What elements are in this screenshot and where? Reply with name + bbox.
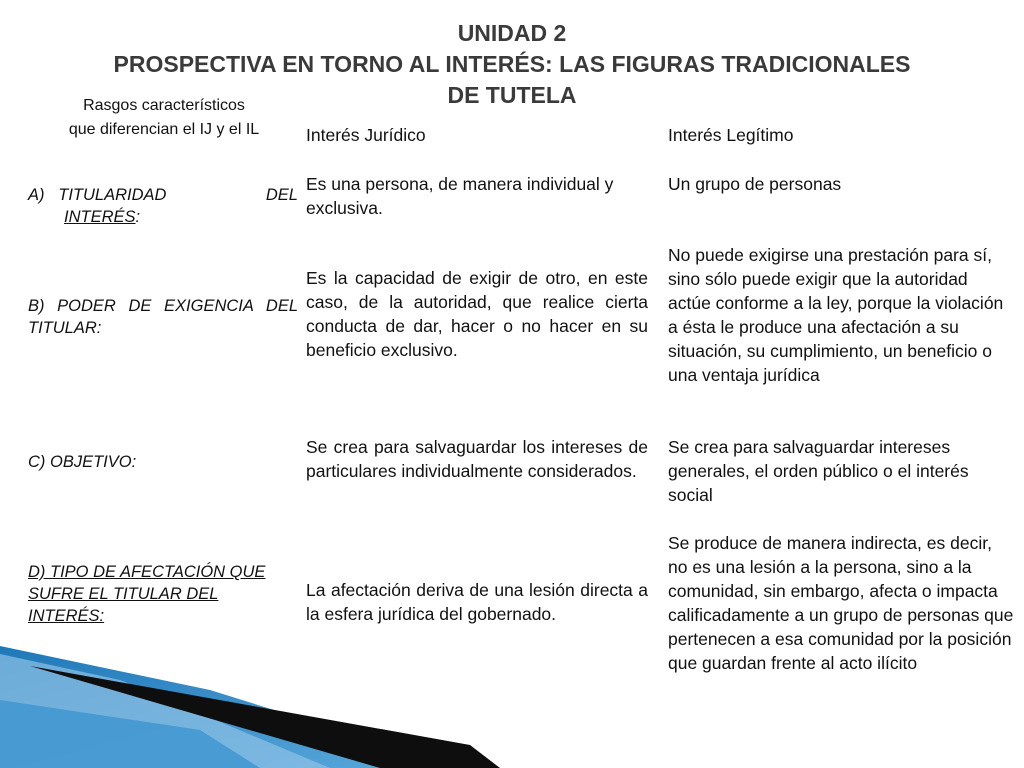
row-label-underlined: INTERÉS	[64, 208, 136, 226]
column-header-interes-legitimo: Interés Legítimo	[668, 125, 794, 145]
cell-ij-objetivo: Se crea para salvaguardar los intereses de particulares individualmente considerados.	[306, 437, 648, 481]
row-label-titularidad	[28, 184, 298, 228]
row-label-tipo-afectacion: D) TIPO DE AFECTACIÓN QUE SUFRE EL TITULAR DEL INTERÉS:	[28, 563, 266, 625]
title-line-3: DE TUTELA	[447, 82, 577, 108]
title-line-2: PROSPECTIVA EN TORNO AL INTERÉS: LAS FIGURAS TRADICIONALES	[113, 51, 911, 77]
cell-il-poder-exigencia: No puede exigirse una prestación para sí, sino sólo puede exigir que la autoridad actúe conforme a la ley, porque la violación a ésta le produce una afectación a su situación, su cumplimiento, un beneficio o una ventaja jurídica	[668, 245, 1004, 385]
row-label-word: TITULARIDAD	[58, 186, 167, 204]
cell-ij-tipo-afectacion: La afectación deriva de una lesión directa a la esfera jurídica del gobernado.	[306, 580, 648, 624]
title-line-1: UNIDAD 2	[457, 20, 567, 46]
cell-ij-titularidad: Es una persona, de manera individual y exclusiva.	[306, 174, 614, 218]
row-label-objetivo: C) OBJETIVO:	[28, 453, 137, 471]
corner-line-1: Rasgos característicos	[83, 97, 245, 114]
cell-il-titularidad: Un grupo de personas	[668, 174, 842, 194]
table-corner-header	[40, 94, 288, 142]
row-label-prefix: A)	[28, 186, 45, 204]
row-label-poder-exigencia: B) PODER DE EXIGENCIA DEL TITULAR:	[28, 297, 298, 337]
cell-ij-poder-exigencia: Es la capacidad de exigir de otro, en este caso, de la autoridad, que realice cierta conducta de dar, hacer o no hacer en su beneficio exclusivo.	[306, 268, 648, 360]
column-header-interes-juridico: Interés Jurídico	[306, 125, 426, 145]
row-label-word: DEL	[265, 186, 298, 204]
row-label-suffix: :	[135, 208, 141, 226]
cell-il-tipo-afectacion: Se produce de manera indirecta, es decir, no es una lesión a la persona, sino a la comunidad, sin embargo, afecta o impacta calificadamente a un grupo de personas que pertenecen a esa comunidad por la posición que guardan frente al acto ilícito	[668, 533, 1014, 673]
cell-il-objetivo: Se crea para salvaguardar intereses generales, el orden público o el interés social	[668, 437, 969, 505]
corner-line-2: que diferencian el IJ y el IL	[68, 121, 260, 138]
